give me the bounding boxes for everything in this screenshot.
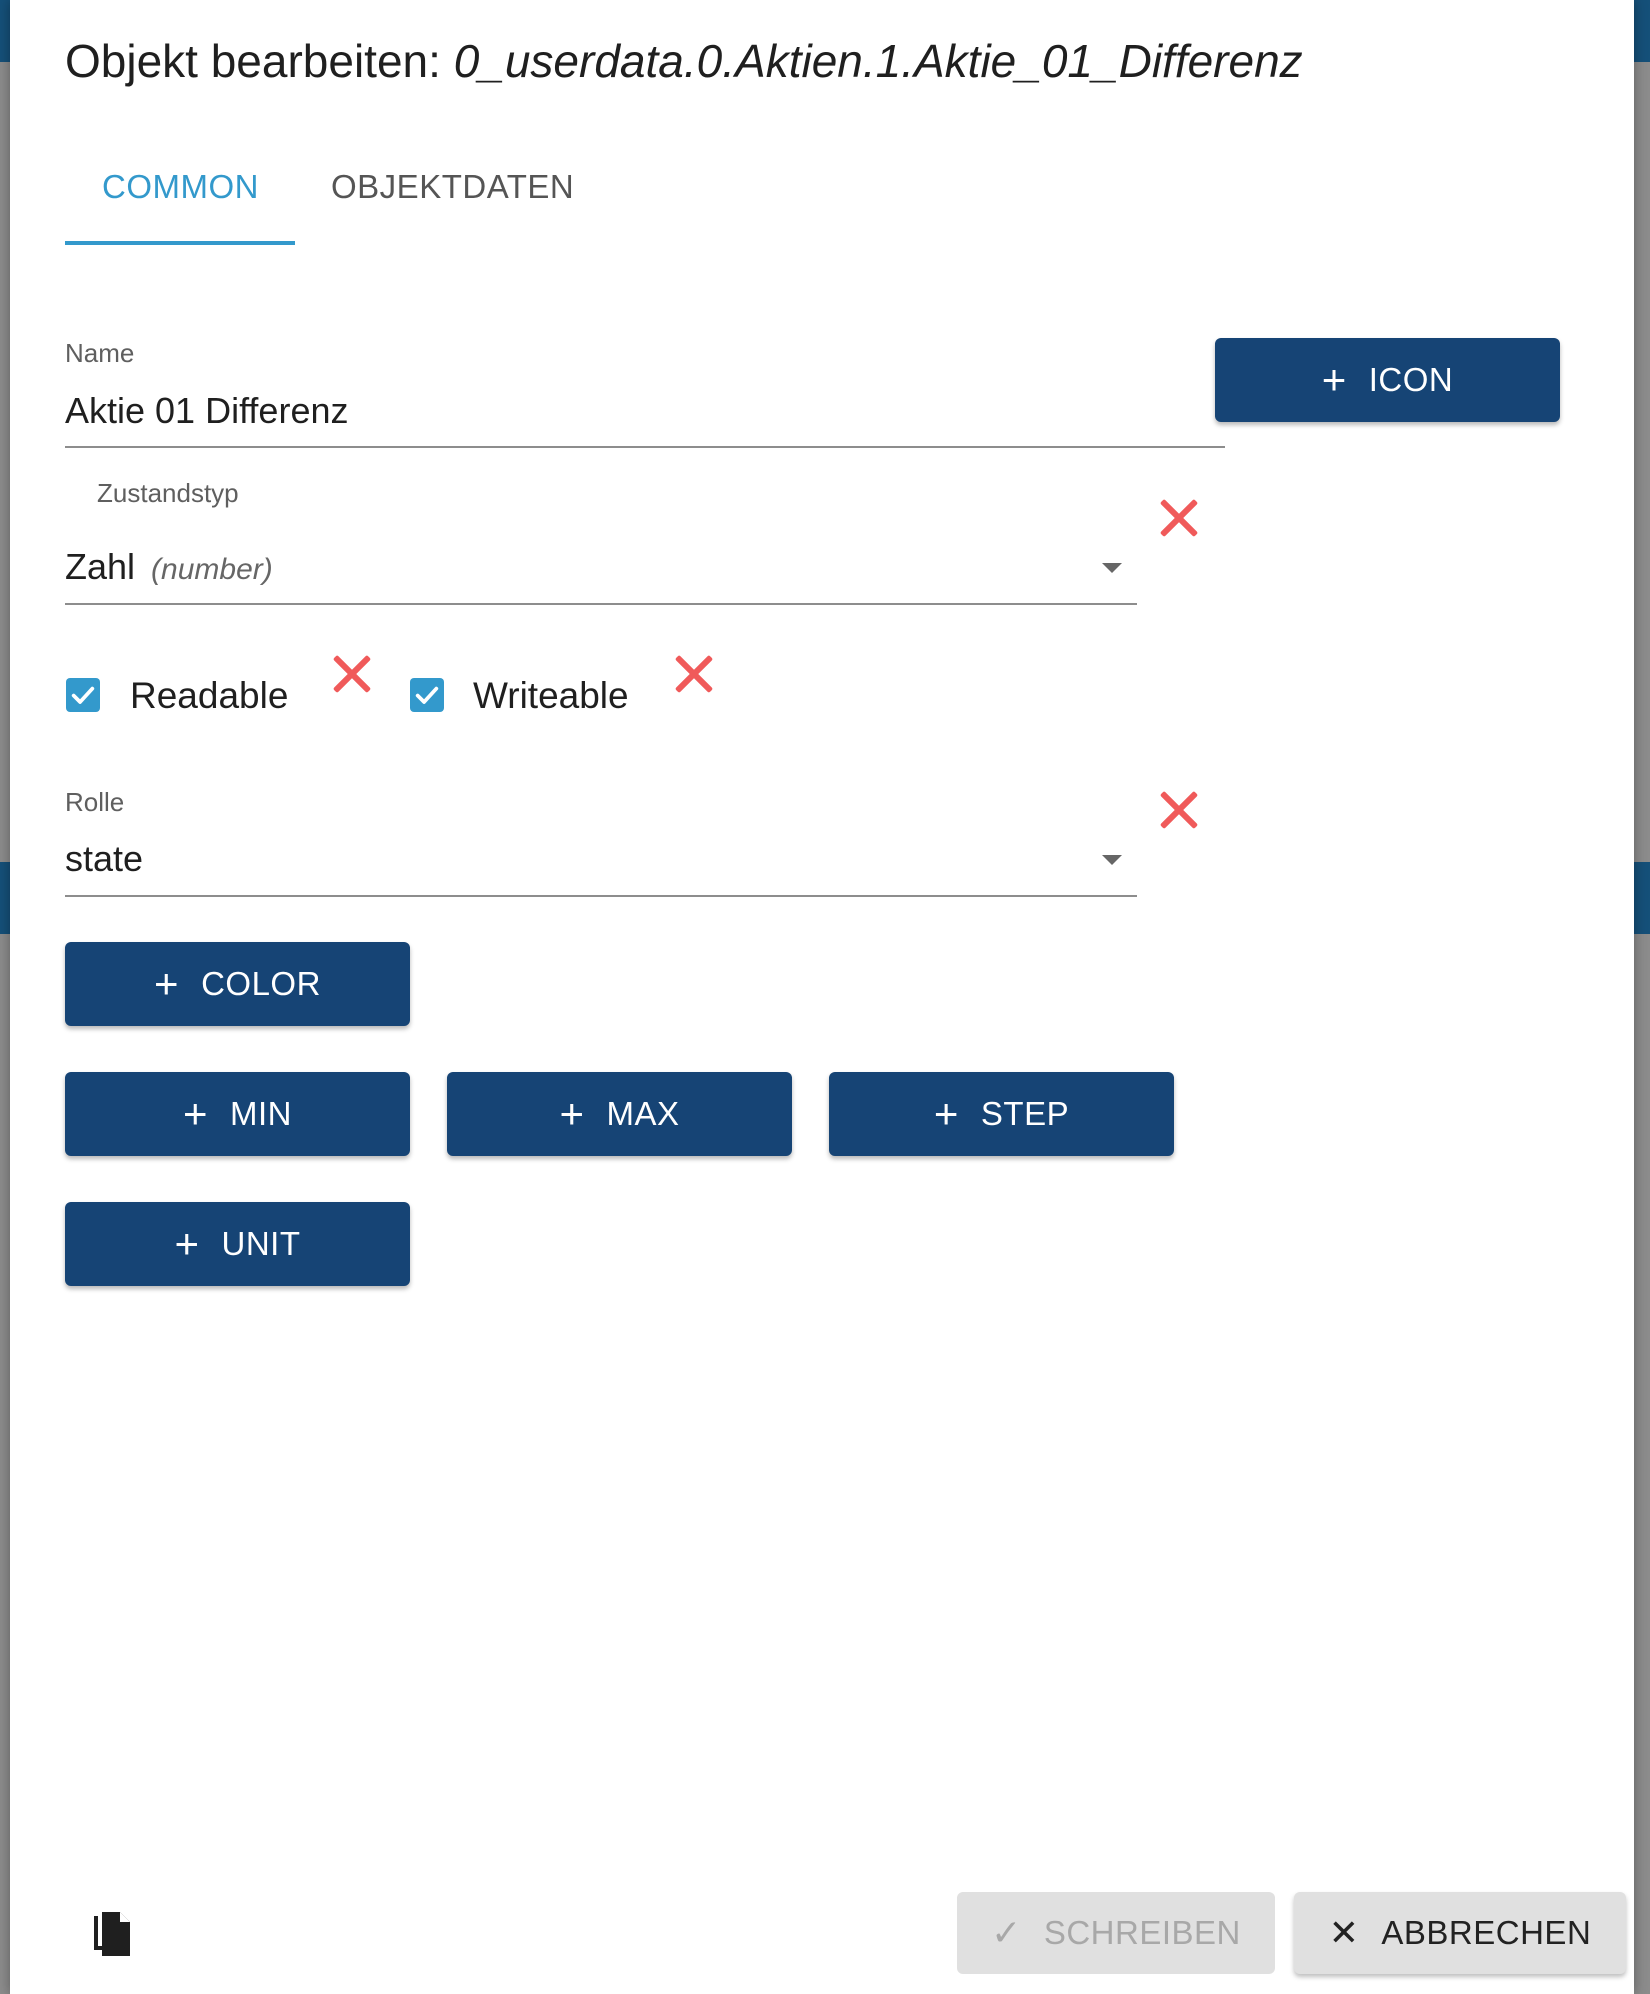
state-type-hint: (number) bbox=[151, 553, 273, 586]
plus-icon: + bbox=[933, 1090, 959, 1137]
add-color-button-label: COLOR bbox=[201, 965, 321, 1002]
tab-common[interactable]: COMMON bbox=[102, 168, 259, 205]
plus-icon: + bbox=[154, 960, 180, 1007]
add-unit-button-label: UNIT bbox=[221, 1225, 301, 1262]
readable-label: Readable bbox=[130, 675, 289, 716]
role-label: Rolle bbox=[65, 787, 125, 817]
write-button-label: SCHREIBEN bbox=[1043, 1914, 1241, 1951]
add-min-button-label: MIN bbox=[230, 1095, 293, 1132]
add-max-button[interactable] bbox=[447, 1072, 792, 1156]
add-step-button-label: STEP bbox=[980, 1095, 1070, 1132]
plus-icon: + bbox=[174, 1220, 200, 1267]
background-header-strip-left bbox=[0, 0, 10, 62]
remove-state-type-close-icon[interactable] bbox=[1157, 496, 1201, 540]
writeable-label: Writeable bbox=[473, 675, 629, 716]
add-step-button[interactable] bbox=[829, 1072, 1174, 1156]
close-icon: ✕ bbox=[1328, 1912, 1360, 1953]
state-type-label: Zustandstyp bbox=[97, 478, 239, 508]
add-icon-button[interactable] bbox=[1215, 338, 1560, 422]
add-color-button[interactable] bbox=[65, 942, 410, 1026]
plus-icon: + bbox=[1321, 356, 1347, 403]
write-button[interactable] bbox=[957, 1892, 1275, 1974]
dropdown-arrow-icon[interactable] bbox=[1102, 563, 1122, 573]
background-header-strip-right bbox=[1634, 0, 1650, 62]
edit-object-dialog bbox=[10, 0, 1634, 1994]
check-icon: ✓ bbox=[991, 1912, 1022, 1953]
name-field-label: Name bbox=[65, 338, 135, 368]
state-type-select[interactable] bbox=[65, 546, 273, 588]
add-max-button-label: MAX bbox=[606, 1095, 680, 1132]
readable-checkbox-checked-icon[interactable] bbox=[66, 678, 100, 712]
dialog-title-object-path: 0_userdata.0.Aktien.1.Aktie_01_Differenz bbox=[453, 35, 1303, 87]
add-min-button[interactable] bbox=[65, 1072, 410, 1156]
copy-icon[interactable] bbox=[90, 1910, 134, 1958]
remove-role-close-icon[interactable] bbox=[1157, 788, 1201, 832]
add-unit-button[interactable] bbox=[65, 1202, 410, 1286]
remove-readable-close-icon[interactable] bbox=[330, 652, 374, 696]
add-icon-button-label: ICON bbox=[1368, 361, 1454, 398]
cancel-button-label: ABBRECHEN bbox=[1381, 1914, 1592, 1951]
dialog-title-prefix: Objekt bearbeiten: bbox=[65, 35, 441, 87]
state-type-underline bbox=[65, 603, 1137, 605]
plus-icon: + bbox=[559, 1090, 585, 1137]
role-underline bbox=[65, 895, 1137, 897]
background-strip-left bbox=[0, 862, 10, 934]
dialog-title bbox=[65, 34, 1303, 88]
background-strip-right bbox=[1634, 862, 1650, 934]
writeable-checkbox-checked-icon[interactable] bbox=[410, 678, 444, 712]
plus-icon: + bbox=[182, 1090, 209, 1137]
name-input-underline bbox=[65, 446, 1225, 448]
role-select[interactable]: state bbox=[65, 838, 144, 879]
cancel-button[interactable] bbox=[1294, 1892, 1626, 1974]
active-tab-indicator bbox=[65, 241, 295, 245]
role-dropdown-arrow-icon[interactable] bbox=[1102, 855, 1122, 865]
remove-writeable-close-icon[interactable] bbox=[672, 652, 716, 696]
name-input[interactable]: Aktie 01 Differenz bbox=[65, 390, 349, 431]
tab-objektdaten[interactable]: OBJEKTDATEN bbox=[331, 168, 575, 205]
state-type-value: Zahl bbox=[65, 546, 136, 587]
